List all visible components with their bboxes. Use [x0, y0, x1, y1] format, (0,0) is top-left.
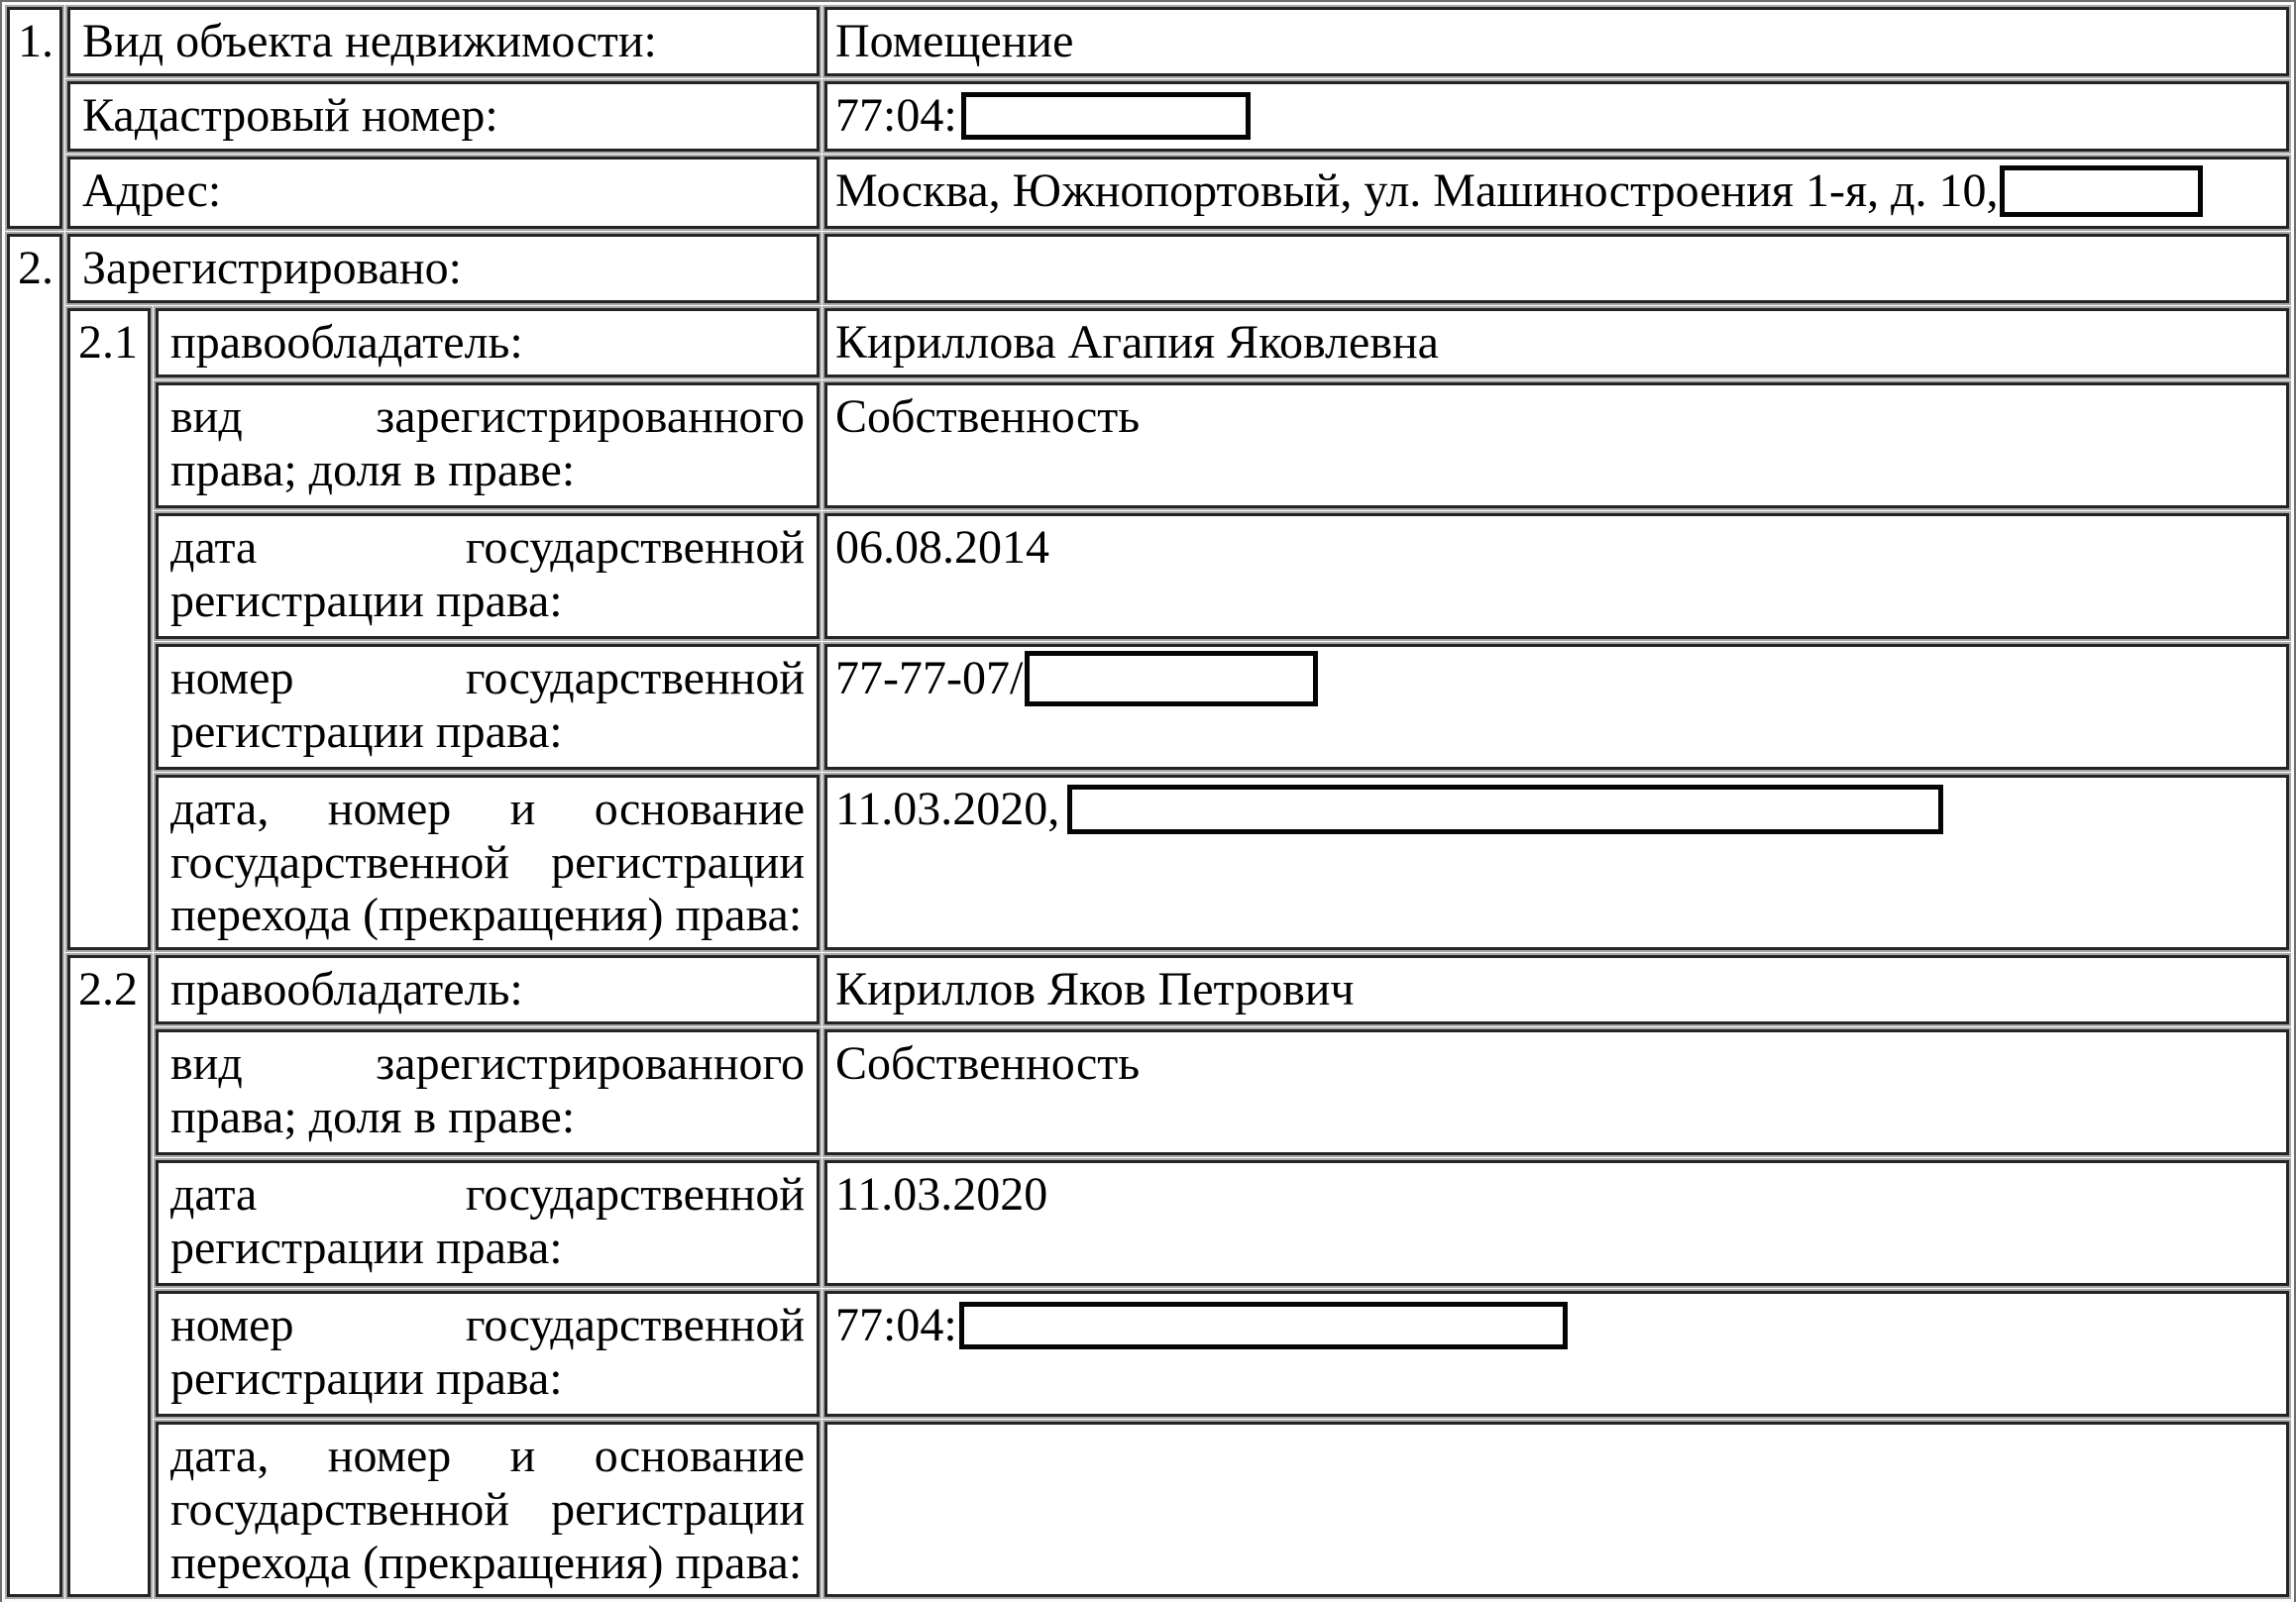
redaction-box [961, 92, 1251, 140]
field-label-cell [156, 1029, 820, 1155]
subsection-number: 2.2 [78, 963, 138, 1016]
field-label: номер государственной регистрации права: [170, 651, 806, 758]
field-value-cell [824, 234, 2289, 303]
field-label-cell [67, 81, 820, 152]
table-row [7, 1160, 2289, 1286]
section-number: 2. [18, 241, 54, 294]
field-label: Вид объекта недвижимости: [82, 15, 657, 67]
field-label: Кадастровый номер: [82, 89, 498, 142]
field-value: 77:04: [835, 1299, 957, 1352]
field-value: 11.03.2020, [835, 782, 1060, 835]
field-value-cell [824, 81, 2289, 152]
field-label-cell [156, 644, 820, 770]
field-label: вид зарегистрированного права; доля в праве: [170, 389, 806, 496]
field-value-cell [824, 644, 2289, 770]
section-number: 1. [18, 15, 54, 67]
field-label-cell [67, 234, 820, 303]
field-value-cell [824, 7, 2289, 76]
field-label: Адрес: [82, 163, 222, 217]
field-value-cell [824, 955, 2289, 1024]
table-row [7, 1029, 2289, 1155]
redaction-box [1067, 785, 1943, 834]
redaction-box [959, 1302, 1568, 1349]
table-row [7, 7, 2289, 76]
field-label: дата, номер и основание государственной регистрации перехода (прекращения) права: [170, 1430, 806, 1589]
field-label: правообладатель: [170, 963, 523, 1016]
field-label: дата, номер и основание государственной регистрации перехода (прекращения) права: [170, 782, 806, 942]
field-value: 77-77-07/ [835, 651, 1024, 704]
field-label-cell [67, 7, 820, 76]
field-label-cell [156, 1160, 820, 1286]
section-number-cell [7, 234, 62, 1598]
field-value-cell [824, 1029, 2289, 1155]
field-value: 11.03.2020 [835, 1168, 1048, 1222]
field-value: Собственность [835, 389, 1141, 443]
redaction-box [2000, 165, 2203, 217]
field-label: дата государственной регистрации права: [170, 1168, 806, 1274]
field-value: Кириллова Агапия Яковлевна [835, 315, 1439, 369]
field-value-cell [824, 157, 2289, 229]
field-value: Кириллов Яков Петрович [835, 963, 1355, 1016]
table-row [7, 382, 2289, 508]
field-label-cell [156, 775, 820, 950]
field-value: 77:04: [835, 89, 957, 142]
field-value-cell [824, 1291, 2289, 1417]
field-value-cell [824, 513, 2289, 639]
section-number-cell [7, 7, 62, 229]
field-label-cell [156, 382, 820, 508]
field-label-cell [156, 955, 820, 1024]
field-label-cell [156, 513, 820, 639]
field-label: дата государственной регистрации права: [170, 520, 806, 627]
table-row [7, 513, 2289, 639]
subsection-number: 2.1 [78, 315, 138, 369]
field-label-cell [156, 308, 820, 377]
subsection-number-cell [67, 955, 151, 1597]
field-label-cell [156, 1422, 820, 1597]
field-label: вид зарегистрированного права; доля в праве: [170, 1037, 806, 1143]
field-value: Москва, Южнопортовый, ул. Машиностроения 1-я, д. 10, [835, 163, 1999, 217]
table-row [7, 775, 2289, 950]
field-value: Помещение [835, 15, 1074, 67]
field-value-cell [824, 1160, 2289, 1286]
field-label-cell [156, 1291, 820, 1417]
field-value-cell [824, 1422, 2289, 1597]
redaction-box [1025, 651, 1318, 706]
table-row [7, 234, 2289, 303]
field-value-cell [824, 308, 2289, 377]
field-value: 06.08.2014 [835, 520, 1050, 574]
field-label: Зарегистрировано: [82, 241, 462, 294]
field-label: правообладатель: [170, 315, 523, 369]
field-value: Собственность [835, 1037, 1141, 1091]
table-row [7, 1291, 2289, 1417]
table-row [7, 157, 2289, 229]
field-label: номер государственной регистрации права: [170, 1299, 806, 1405]
table-row [7, 81, 2289, 152]
subsection-number-cell [67, 308, 151, 950]
field-value-cell [824, 382, 2289, 508]
table-row [7, 644, 2289, 770]
field-value-cell [824, 775, 2289, 950]
table-row [7, 955, 2289, 1024]
table-row [7, 308, 2289, 377]
field-label-cell [67, 157, 820, 229]
table-row [7, 1422, 2289, 1597]
